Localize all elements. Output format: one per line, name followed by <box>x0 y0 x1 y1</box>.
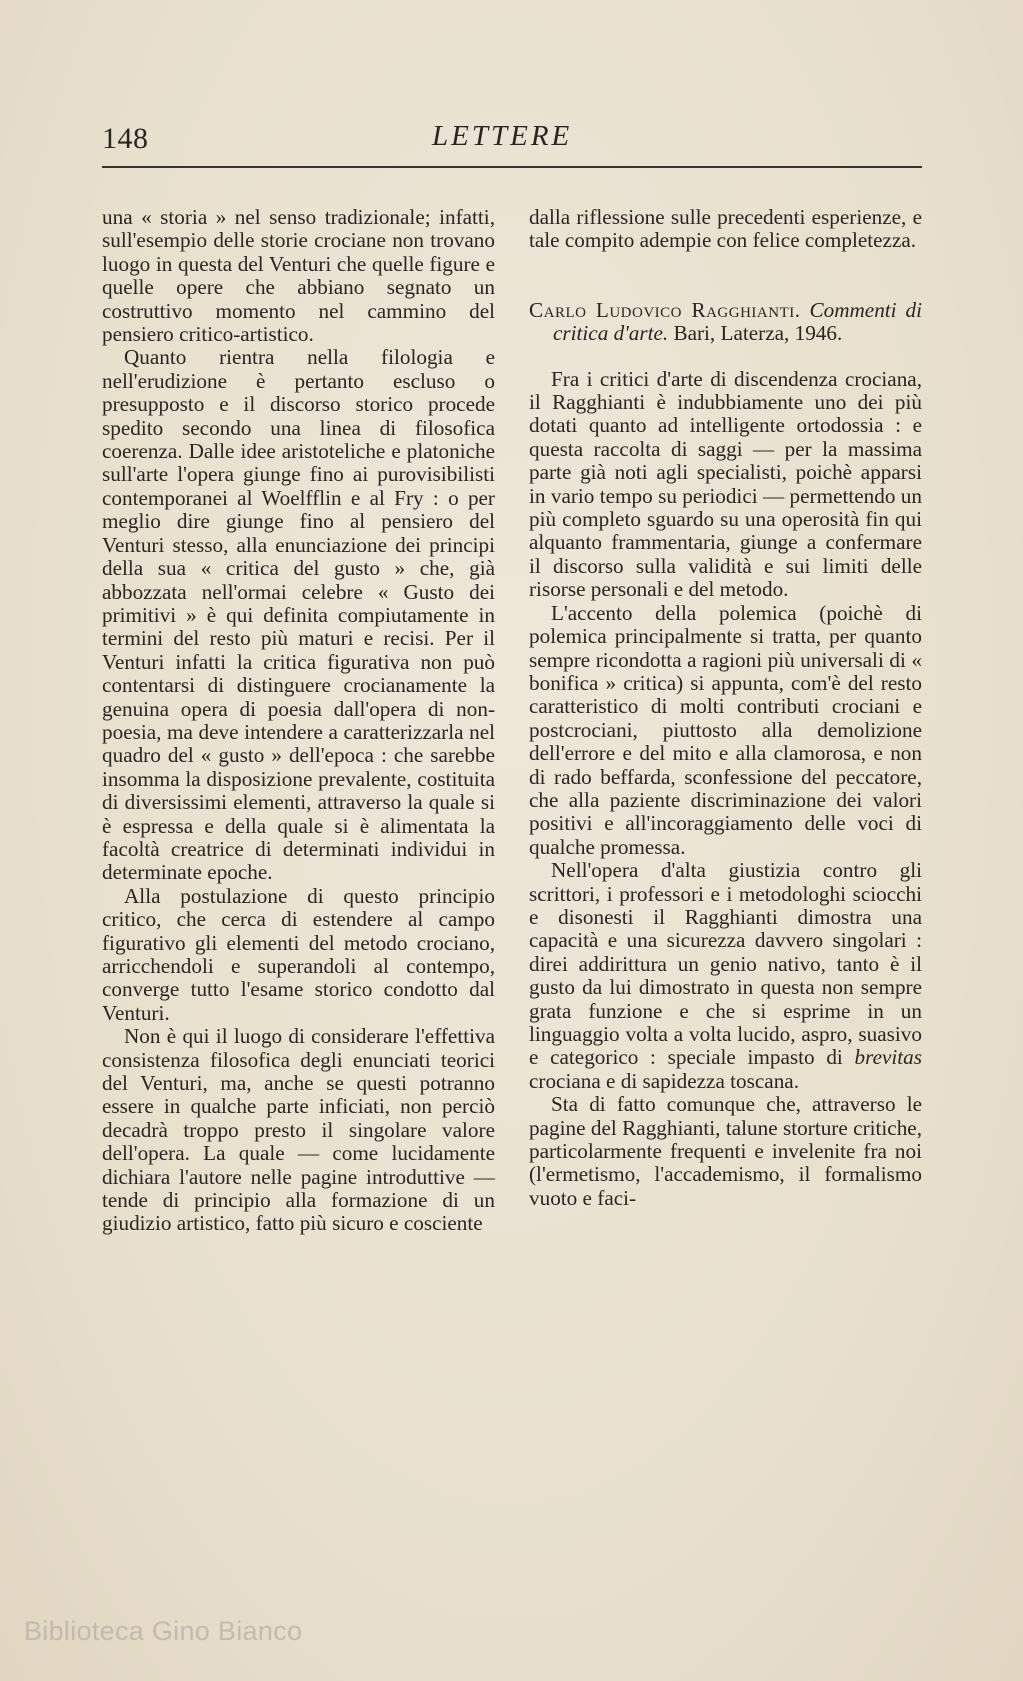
paragraph: Quanto rientra nella filologia e nell'erudizione è pertanto escluso o presupposto e il discorso storico procede spedito secondo una linea di filosofica coerenza. Dalle idee aristoteliche e platoniche sull'arte l'opera giunge fino ai purovisibilisti contemporanei al Woelfflin e al Fry : o per meglio dire giunge fino al pensiero del Venturi stesso, alla enunciazione dei principi della sua « critica del gusto » che, già abbozzata nell'ormai celebre « Gusto dei primitivi » è qui definita compiutamente in termini del resto più maturi e recisi. Per il Venturi infatti la critica figurativa non può contentarsi di distinguere crocianamente la genuina opera di poesia dall'opera di non-poesia, ma deve intendere a caratterizzarla nel quadro del « gusto » dell'epoca : che sarebbe insomma la disposizione prevalente, costituita di diversissimi elementi, attraverso la quale si è espressa e della quale si è alimentata la facoltà creatrice di determinati individui in determinate epoche. <box>102 345 495 885</box>
page-header <box>102 118 922 166</box>
paragraph: Alla postulazione di questo principio critico, che cerca di estendere al campo figurativo gli elementi del metodo crociano, arricchendoli e superandoli al contempo, converge tutto l'esame storico condotto dal Venturi. <box>102 883 495 1025</box>
page-number: 148 <box>102 122 149 155</box>
paragraph: Fra i critici d'arte di discendenza crociana, il Ragghianti è indubbiamente uno dei più dotati quanto ad intelligente ortodossia : e questa raccolta di saggi — per la massima parte già noti agli specialisti, poichè apparsi in vario tempo su periodici — permettendo un più completo sguardo su una operosità fin qui alquanto frammentaria, giunge a confermare il discorso sulla validità e sui limiti delle risorse personali e del metodo. <box>529 366 922 602</box>
paragraph: Non è qui il luogo di considerare l'effettiva consistenza filosofica degli enunciati teorici del Venturi, ma, anche se questi potranno essere in qualche parte inficiati, non perciò decadrà troppo presto il singolare valore dell'opera. La quale — come lucidamente dichiara l'autore nelle pagine introduttive — tende di principio alla formazione di un giudizio artistico, fatto più sicuro e cosciente <box>102 1024 495 1236</box>
italic-term: brevitas <box>854 1045 922 1070</box>
paragraph-text: Nell'opera d'alta giustizia contro gli scrittori, i professori e i metodologhi sciocchi e disonesti il Ragghianti dimostra una capacità e una sicurezza davvero singolari : direi addirittura un genio nativo, tanto è il gusto da lui dimostrato in questa non sempre grata funzione e che si esprime in un linguaggio volta a volta lucido, aspro, suasivo e categorico : speciale impasto di <box>529 858 922 1070</box>
paragraph-continuation: dalla riflessione sulle precedenti esperienze, e tale compito adempie con felice completezza. <box>529 205 922 253</box>
review-author: Carlo Ludovico Ragghianti. <box>529 297 801 322</box>
paragraph <box>529 859 922 1093</box>
review-publication: Bari, Laterza, 1946. <box>673 321 843 346</box>
review-heading <box>529 299 922 346</box>
right-column <box>529 206 922 1210</box>
review-title: Commenti di critica d'arte. <box>553 297 922 346</box>
library-watermark: Biblioteca Gino Bianco <box>24 1616 303 1646</box>
paragraph: una « storia » nel senso tradizionale; infatti, sull'esempio delle storie crociane non trovano luogo in questa del Venturi che quelle figure e quelle opere che abbiano segnato un costruttivo momento nel cammino del pensiero critico-artistico. <box>102 205 495 347</box>
paragraph: Sta di fatto comunque che, attraverso le pagine del Ragghianti, talune storture critiche, particolarmente frequenti e invelenite fra noi (l'ermetismo, l'accademismo, il formalismo vuoto e faci- <box>529 1092 922 1210</box>
running-title: LETTERE <box>432 120 573 152</box>
left-column <box>102 206 495 1236</box>
header-rule <box>102 166 922 168</box>
paragraph: L'accento della polemica (poichè di polemica principalmente si tratta, per quanto sempre ricondotta a ragioni più universali di « bonifica » critica) si appunta, com'è del resto caratteristico di molti contributi crociani e postcrociani, piuttosto alla demolizione dell'errore e del mito e alla clamorosa, e non di rado beffarda, sconfessione del peccatore, che alla paziente discriminazione dei valori positivi e all'incoraggiamento delle voci di qualche promessa. <box>529 600 922 859</box>
paragraph-text: crociana e di sapidezza toscana. <box>529 1068 799 1093</box>
